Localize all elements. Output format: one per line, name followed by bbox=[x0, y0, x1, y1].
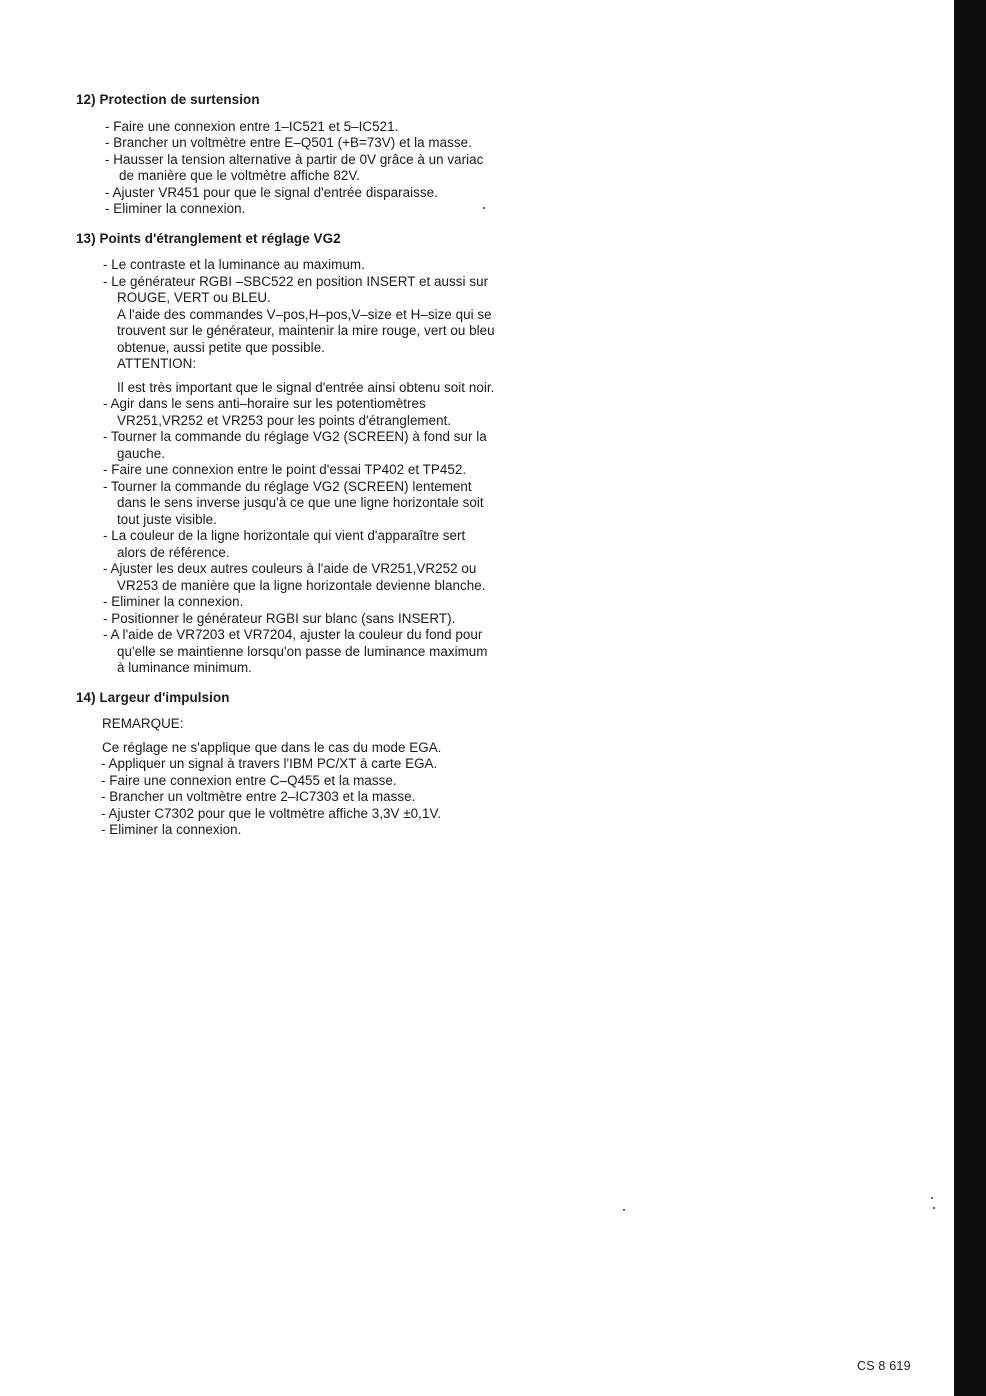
list-item: - Brancher un voltmètre entre 2–IC7303 et la masse. bbox=[101, 789, 416, 804]
list-item: - Tourner la commande du réglage VG2 (SCREEN) lentement dans le sens inverse jusqu'à ce que une ligne horizontale soit tout juste visible. bbox=[103, 478, 484, 527]
section-largeur-impulsion bbox=[76, 690, 496, 839]
scan-speck bbox=[931, 1197, 933, 1199]
list-item: - Positionner le générateur RGBI sur blanc (sans INSERT). bbox=[103, 610, 456, 626]
list-item: - Le contraste et la luminance au maximum. bbox=[103, 257, 365, 272]
list-item: - Agir dans le sens anti–horaire sur les potentiomètres VR251,VR252 et VR253 pour les points d'étranglement. bbox=[103, 396, 452, 428]
document-code: CS 8 619 bbox=[857, 1359, 911, 1373]
scan-speck bbox=[483, 207, 485, 209]
scan-edge-bar bbox=[954, 0, 986, 1396]
attention-note: Il est très important que le signal d'entrée ainsi obtenu soit noir. bbox=[117, 379, 495, 395]
list-item: - Eliminer la connexion. bbox=[105, 201, 246, 216]
attention-label: ATTENTION: bbox=[117, 356, 197, 371]
remark-label: REMARQUE: bbox=[102, 716, 184, 731]
list-item: - Faire une connexion entre 1–IC521 et 5–IC521. bbox=[105, 118, 399, 134]
section-protection-surtension bbox=[76, 92, 496, 218]
section-points-etranglement bbox=[76, 231, 496, 677]
list-item: - Ajuster C7302 pour que le voltmètre affiche 3,3V ±0,1V. bbox=[101, 805, 441, 821]
scan-speck bbox=[933, 1207, 935, 1209]
list-item: - Hausser la tension alternative à partir de 0V grâce à un variac de manière que le voltmètre affiche 82V. bbox=[105, 151, 484, 183]
list-item: - Appliquer un signal à travers l'IBM PC/XT à carte EGA. bbox=[101, 756, 438, 771]
section-title: 12) Protection de surtension bbox=[76, 92, 260, 107]
section-title: 13) Points d'étranglement et réglage VG2 bbox=[76, 230, 341, 246]
list-item: - Faire une connexion entre C–Q455 et la masse. bbox=[101, 772, 397, 788]
scan-speck bbox=[623, 1209, 625, 1211]
list-item: - Tourner la commande du réglage VG2 (SCREEN) à fond sur la gauche. bbox=[103, 429, 487, 461]
list-item: - A l'aide de VR7203 et VR7204, ajuster la couleur du fond pour qu'elle se maintienne lorsqu'on passe de luminance maximum à luminance minimum. bbox=[103, 627, 488, 675]
section-title: 14) Largeur d'impulsion bbox=[76, 689, 230, 705]
list-item: - Eliminer la connexion. bbox=[101, 822, 242, 837]
list-item: - Le générateur RGBI –SBC522 en position INSERT et aussi sur ROUGE, VERT ou BLEU. bbox=[103, 273, 489, 305]
list-item: - La couleur de la ligne horizontale qui vient d'apparaître sert alors de référence. bbox=[103, 528, 466, 560]
list-paragraph: A l'aide des commandes V–pos,H–pos,V–size et H–size qui se trouvent sur le générateur, maintenir la mire rouge, vert ou bleu obtenue, aussi petite que possible. bbox=[117, 306, 495, 355]
list-item: - Ajuster les deux autres couleurs à l'aide de VR251,VR252 ou VR253 de manière que la ligne horizontale devienne blanche. bbox=[103, 561, 486, 593]
list-item: - Ajuster VR451 pour que le signal d'entrée disparaisse. bbox=[105, 184, 438, 200]
list-item: - Faire une connexion entre le point d'essai TP402 et TP452. bbox=[103, 462, 467, 477]
list-item: - Eliminer la connexion. bbox=[103, 594, 244, 609]
list-item: - Brancher un voltmètre entre E–Q501 (+B=73V) et la masse. bbox=[105, 135, 472, 150]
remark-note: Ce réglage ne s'applique que dans le cas du mode EGA. bbox=[102, 739, 442, 755]
document-content bbox=[76, 92, 496, 852]
